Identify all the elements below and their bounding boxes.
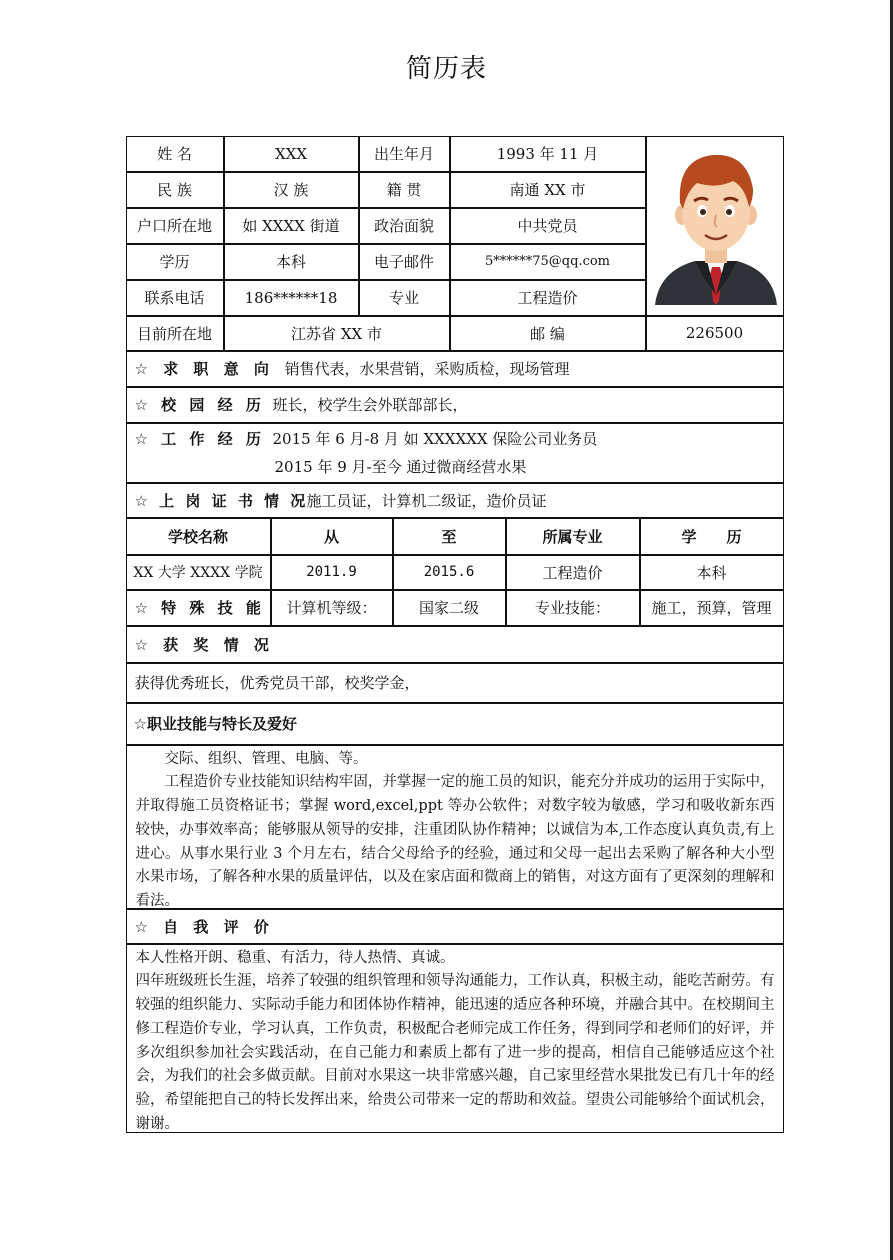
birth-value: 1993 年 11 月 [450, 136, 646, 172]
computer-level-value: 国家二级 [393, 590, 506, 626]
certs-value: 施工员证，计算机二级证，造价员证 [306, 491, 547, 510]
name-value: XXX [224, 136, 359, 172]
self-eval-paragraph-1: 本人性格开朗、稳重、有活力，待人热情、真诚。 [135, 949, 455, 966]
origin-label: 籍 贯 [359, 172, 450, 208]
work-row [126, 423, 784, 483]
abilities-text [126, 745, 784, 909]
self-eval-label: ☆ 自 我 评 价 [126, 909, 784, 944]
work-line-1-wrap [135, 428, 598, 449]
major-label: 专业 [359, 280, 450, 316]
awards-label: ☆ 获 奖 情 况 [126, 626, 784, 663]
email-label: 电子邮件 [359, 244, 450, 280]
abilities-label: ☆职业技能与特长及爱好 [126, 703, 784, 745]
prof-skill-label: 专业技能： [506, 590, 640, 626]
from-header: 从 [271, 518, 393, 555]
politics-label: 政治面貌 [359, 208, 450, 244]
ethnic-label: 民 族 [126, 172, 224, 208]
phone-label: 联系电话 [126, 280, 224, 316]
degree-header: 学 历 [640, 518, 784, 555]
job-intent-row [126, 351, 784, 387]
school-cell: XX 大学 XXXX 学院 [126, 555, 271, 590]
from-cell: 2011.9 [271, 555, 393, 590]
hukou-label: 户口所在地 [126, 208, 224, 244]
work-line-1: 2015 年 6 月-8 月 如 XXXXXX 保险公司业务员 [272, 430, 598, 448]
page-title: 简历表 [405, 54, 487, 84]
certs-label: ☆ 上 岗 证 书 情 况 [134, 491, 309, 510]
location-value: 江苏省 XX 市 [224, 316, 450, 351]
to-header: 至 [393, 518, 506, 555]
self-eval-paragraph-2: 四年班级班长生涯，培养了较强的组织管理和领导沟通能力，工作认真，积极主动，能吃苦耐劳。有较强的组织能力、实际动手能力和团体协作精神，能迅速的适应各种环境，并融合其中。在校期间主修工程造价专业，学习认真，工作负责，积极配合老师完成工作任务，得到同学和老师们的好评，并多次组织参加社会实践活动，在自己能力和素质上都有了进一步的提高，相信自己能够适应这个社会，为我们的社会多做贡献。目前对水果这一块非常感兴趣，自己家里经营水果批发已有几十年的经验，希望能把自己的特长发挥出来，给贵公司带来一定的帮助和效益。望贵公司能够给个面试机会，谢谢。 [135, 973, 775, 1133]
hukou-value: 如 XXXX 街道 [224, 208, 359, 244]
campus-row [126, 387, 784, 423]
postcode-value: 226500 [646, 316, 784, 351]
major-header: 所属专业 [506, 518, 640, 555]
phone-value: 186******18 [224, 280, 359, 316]
edu-value: 本科 [224, 244, 359, 280]
work-line-2: 2015 年 9 月-至今 通过微商经营水果 [274, 458, 527, 476]
job-intent-label: ☆ 求 职 意 向 [134, 360, 274, 378]
awards-value: 获得优秀班长，优秀党员干部，校奖学金， [126, 663, 784, 703]
major-cell: 工程造价 [506, 555, 640, 590]
name-label: 姓 名 [126, 136, 224, 172]
prof-skill-value: 施工，预算，管理 [640, 590, 784, 626]
avatar-icon [647, 137, 784, 316]
birth-label: 出生年月 [359, 136, 450, 172]
to-cell: 2015.6 [393, 555, 506, 590]
work-label: ☆ 工 作 经 历 [134, 430, 265, 448]
resume-table [126, 136, 784, 1133]
location-label: 目前所在地 [126, 316, 224, 351]
skills-label: ☆ 特 殊 技 能 [126, 590, 271, 626]
job-intent-value: 销售代表，水果营销，采购质检，现场管理 [284, 360, 570, 378]
postcode-label: 邮 编 [450, 316, 646, 351]
abilities-paragraph-2: 工程造价专业技能知识结构牢固，并掌握一定的施工员的知识，能充分并成功的运用于实际中，并取得施工员资格证书；掌握 word,excel,ppt 等办公软件；对数字较为敏感，学习和吸收新东西较快，办事效率高；能够服从领导的安排，注重团队协作精神；以诚信为本,工作态度认真负责,有上进心。从事水果行业 3 个月左右，结合父母给予的经验，通过和父母一起出去采购了解各种大小型水果市场，了解各种水果的质量评估，以及在家店面和微商上的销售，对这方面有了更深刻的理解和看法。 [135, 774, 775, 910]
email-value: 5******75@qq.com [450, 244, 646, 280]
edu-label: 学历 [126, 244, 224, 280]
profile-photo [646, 136, 784, 316]
school-header: 学校名称 [126, 518, 271, 555]
self-eval-text [126, 944, 784, 1133]
ethnic-value: 汉 族 [224, 172, 359, 208]
abilities-paragraph-1: 交际、组织、管理、电脑、等。 [164, 750, 368, 767]
origin-value: 南通 XX 市 [450, 172, 646, 208]
computer-level-label: 计算机等级： [271, 590, 393, 626]
campus-value: 班长，校学生会外联部部长， [272, 396, 468, 414]
certs-row [126, 483, 784, 518]
major-value: 工程造价 [450, 280, 646, 316]
politics-value: 中共党员 [450, 208, 646, 244]
degree-cell: 本科 [640, 555, 784, 590]
campus-label: ☆ 校 园 经 历 [134, 396, 265, 414]
